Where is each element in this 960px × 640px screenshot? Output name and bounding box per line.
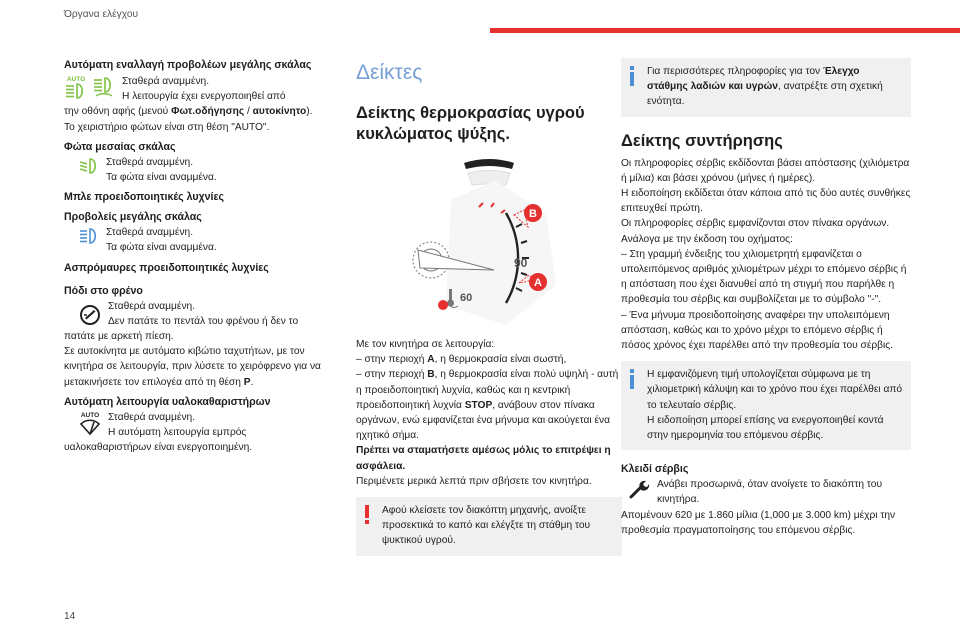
page-number: 14 — [64, 611, 76, 622]
service-indicator-title: Δείκτης συντήρησης — [621, 131, 783, 150]
auto-wipers-line1: Σταθερά αναμμένη. — [108, 411, 196, 423]
wipers-auto-label-text: AUTO — [80, 411, 100, 419]
auto-label-text: AUTO — [66, 76, 86, 83]
warning-exclamation-icon — [364, 505, 370, 525]
menu-close: ). — [306, 106, 313, 118]
service-item1: – Στη γραμμή ένδειξης του χιλιομετρητή εμφανίζεται ο υπολειπόμενος αριθμός χιλιομέτρων μέχρι το επόμενο σέρβις ή η απόσταση που έχει διανυθεί από τη στιγμή που παρήλθε η προθεσμία του σέρβις και συμβολίζεται με το σύμβολο "-". — [621, 248, 907, 306]
gauge-max-label: 90 — [514, 256, 528, 270]
brake-pedal-line3-text: Σε αυτοκίνητα με αυτόματο κιβώτιο ταχυτήτων, με τον κινητήρα σε λειτουργία, πριν λύσετε το χειρόφρενο για να μετακινήσετε τον επιλογέα από τη θέση — [64, 346, 321, 388]
auto-high-beam-line3: Το χειριστήριο φώτων είναι στη θέση "AUTO". — [64, 121, 270, 133]
auto-high-beam-line2 — [64, 104, 342, 119]
service-key-line1: Ανάβει προσωρινά, όταν ανοίγετε το διακόπτη του κινητήρα. — [657, 479, 883, 506]
menu-lighting: Φωτ.οδήγησης — [171, 106, 245, 118]
coolant-intro: Με τον κινητήρα σε λειτουργία: — [356, 339, 495, 350]
section-high-beam — [64, 210, 342, 255]
info-icon-2 — [629, 369, 635, 389]
auto-high-beam-line2-start: Η λειτουργία έχει ενεργοποιηθεί από — [122, 91, 286, 103]
info-note-fluids — [621, 58, 911, 117]
item-b-zone: B — [427, 369, 435, 381]
low-beam-title: Φώτα μεσαίας σκάλας — [64, 140, 176, 153]
service-p1: Οι πληροφορίες σέρβις εκδίδονται βάσει απόστασης (χιλιόμετρα ή μίλια) και βάσει χρόνου (μήνες ή ημέρες). — [621, 157, 910, 184]
auto-high-beam-icon — [64, 74, 88, 100]
section-auto-wipers — [64, 395, 342, 456]
auto-high-beam-line1: Σταθερά αναμμένη. — [122, 76, 210, 87]
info-note-prefix: Για περισσότερες πληροφορίες για τον — [647, 66, 823, 77]
coolant-wait-text: Περιμένετε μερικά λεπτά πριν σβήσετε τον κινητήρα. — [356, 475, 592, 487]
high-beam-title: Προβολείς μεγάλης σκάλας — [64, 211, 202, 224]
info-note-fluids-text — [647, 64, 903, 110]
info-note-link: Έλεγχο στάθμης λαδιών και υγρών — [647, 66, 860, 93]
section-low-beam — [64, 140, 342, 185]
auto-wipers-title: Αυτόματη λειτουργία υαλοκαθαριστήρων — [64, 395, 271, 408]
header-accent-bar — [490, 28, 960, 33]
item-b-text: , η θερμοκρασία είναι πολύ υψηλή - αυτή η προειδοποιητική λυχνία, καθώς και η κεντρική προειδοποιητική λυχνία — [356, 369, 619, 411]
info-note-calculation — [621, 361, 911, 450]
caution-note-text: Αφού κλείσετε τον διακόπτη μηχανής, ανοίξτε προσεκτικά το καπό και ελέγξτε τη στάθμη του ψυκτικού υγρού. — [382, 505, 591, 547]
brake-pedal-icon — [78, 299, 102, 327]
info-note-suffix: , ανατρέξτε στη σχετική ενότητα. — [647, 81, 883, 108]
auto-wipers-icon — [78, 410, 102, 438]
section-auto-high-beam — [64, 58, 342, 135]
zone-b-label: B — [529, 208, 537, 220]
auto-high-beam-line2-rest: την οθόνη αφής (μενού — [64, 106, 172, 118]
item-b-stop: STOP — [464, 399, 493, 411]
high-beam-icon — [92, 74, 116, 100]
coolant-item-b — [356, 367, 622, 443]
zone-a-label: A — [534, 277, 542, 289]
column-gauges — [356, 58, 622, 556]
info-icon — [629, 66, 635, 86]
item-a-zone: A — [427, 354, 435, 366]
auto-high-beam-title: Αυτόματη εναλλαγή προβολέων μεγάλης σκάλας — [64, 59, 312, 71]
column-indicators — [64, 58, 342, 460]
brake-pedal-line2-start: Δεν πατάτε το πεντάλ του φρένου ή δεν το — [108, 315, 299, 327]
brake-pedal-line2-rest: πατάτε με αρκετή πίεση. — [64, 331, 174, 343]
item-b-prefix: – στην περιοχή — [356, 369, 428, 381]
item-b-text2: , ανάβουν στον πίνακα οργάνων, ενώ εμφανίζεται ένα μήνυμα και ακούγεται ένα ηχητικό σήμα. — [356, 399, 611, 442]
blue-warning-title: Μπλε προειδοποιητικές λυχνίες — [64, 191, 224, 204]
high-beam-blue-icon — [78, 225, 100, 251]
coolant-gauge-illustration — [356, 155, 622, 365]
white-warning-title: Ασπρόμαυρες προειδοποιητικές λυχνίες — [64, 261, 269, 274]
caution-note — [356, 497, 622, 556]
service-p3: Οι πληροφορίες σέρβις εμφανίζονται στον πίνακα οργάνων. Ανάλογα με την έκδοση του οχήματος: — [621, 218, 890, 245]
item-a-prefix: – στην περιοχή — [356, 354, 428, 366]
info-note2-a: Η εμφανιζόμενη τιμή υπολογίζεται σύμφωνα με τη χιλιομετρική κάλυψη και το χρόνο που έχει παρέλθει από το τελευταίο σέρβις. — [647, 369, 903, 411]
gear-p-label: P — [243, 376, 251, 388]
gauges-section-title: Δείκτες — [356, 61, 423, 84]
section-blue-warning — [64, 190, 342, 205]
info-note2-b: Η ειδοποίηση μπορεί επίσης να ενεργοποιηθεί κοντά στην ημερομηνία του επόμενου σέρβις. — [647, 414, 884, 442]
service-key-title: Κλειδί σέρβις — [621, 463, 689, 476]
low-beam-line2: Τα φώτα είναι αναμμένα. — [106, 172, 217, 184]
brake-pedal-line1: Σταθερά αναμμένη. — [108, 300, 196, 312]
auto-wipers-line2-start: Η αυτόματη λειτουργία εμπρός — [108, 427, 247, 439]
section-brake-pedal — [64, 284, 342, 390]
high-beam-line1: Σταθερά αναμμένη. — [106, 227, 194, 239]
service-wrench-icon — [627, 477, 651, 501]
low-beam-icon — [78, 155, 100, 181]
service-item2: – Ένα μήνυμα προειδοποίησης αναφέρει την υπολειπόμενη απόσταση, καθώς και το χρόνο μέχρι το επόμενο σέρβις ή πόσος χρόνος έχει παρέλθει από την προθεσμία του σέρβις. — [621, 309, 894, 352]
brake-pedal-line3 — [64, 344, 342, 390]
service-key-line2: Απομένουν 620 με 1.860 μίλια (1,000 με 3.000 km) μέχρι την προθεσμία πραγματοποίησης του επόμενου σέρβις. — [621, 509, 896, 536]
high-beam-line2: Τα φώτα είναι αναμμένα. — [106, 242, 217, 254]
menu-vehicle: αυτοκίνητο — [252, 106, 307, 118]
coolant-gauge-svg — [356, 155, 622, 335]
column-service — [621, 58, 911, 538]
service-p2: Η ειδοποίηση εκδίδεται όταν κάποια από τις δύο αυτές συνθήκες επιτευχθεί πρώτη. — [621, 188, 911, 215]
item-a-text: , η θερμοκρασία είναι σωστή, — [434, 354, 567, 366]
gauge-min-label: 60 — [460, 292, 473, 304]
page-header-title: Όργανα ελέγχου — [64, 9, 139, 20]
low-beam-line1: Σταθερά αναμμένη. — [106, 156, 194, 168]
brake-pedal-line3-end: . — [250, 376, 254, 388]
brake-pedal-title: Πόδι στο φρένο — [64, 284, 143, 297]
coolant-gauge-title: Δείκτης θερμοκρασίας υγρού κυκλώματος ψύξης. — [356, 104, 585, 143]
menu-separator: / — [244, 106, 253, 118]
auto-wipers-line2-rest: υαλοκαθαριστήρων είναι ενεργοποιημένη. — [64, 442, 253, 454]
coolant-stop-warning: Πρέπει να σταματήσετε αμέσως μόλις το επιτρέψει η ασφάλεια. — [356, 445, 611, 472]
section-white-warning — [64, 261, 342, 276]
